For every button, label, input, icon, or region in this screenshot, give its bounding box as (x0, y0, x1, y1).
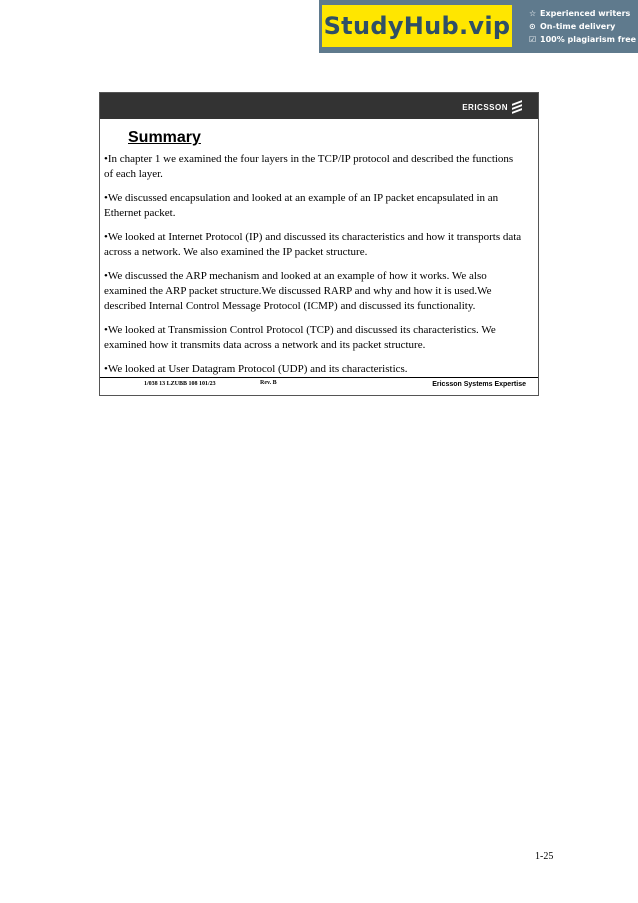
slide (99, 92, 539, 396)
summary-paragraph: •In chapter 1 we examined the four layers in the TCP/IP protocol and described the functions of each layer. (104, 153, 514, 180)
feature-plagiarism-free (529, 33, 638, 46)
slide-title: Summary (128, 129, 201, 146)
feature-label: 100% plagiarism free (540, 35, 637, 44)
summary-paragraph: •We looked at Transmission Control Protocol (TCP) and discussed its characteristics. We examined how it transmits data across a network and its packet structure. (104, 324, 496, 351)
clock-icon: ⊙ (529, 22, 536, 31)
ericsson-icon (512, 101, 522, 113)
ericsson-logo (462, 101, 522, 113)
studyhub-logo-text: StudyHub.vip (323, 12, 511, 40)
ericsson-brand-text: ERICSSON (462, 102, 508, 112)
footer-revision: Rev. B (260, 380, 277, 386)
banner-features (529, 7, 638, 46)
check-icon: ☑ (529, 35, 537, 44)
page-number: 1-25 (535, 851, 554, 862)
slide-footer (100, 377, 538, 396)
studyhub-logo[interactable] (322, 5, 512, 47)
summary-paragraph: •We discussed the ARP mechanism and looked at an example of how it works. We also examined the ARP packet structure.We discussed RARP and why and how it is used.We described Internal Control Message Protocol (ICMP) and discussed its functionality. (104, 270, 492, 312)
feature-label: On-time delivery (540, 22, 616, 31)
summary-paragraph: •We looked at Internet Protocol (IP) and discussed its characteristics and how it transports data across a network. We also examined the IP packet structure. (104, 231, 522, 258)
feature-experienced-writers (529, 7, 638, 20)
summary-paragraph: •We looked at User Datagram Protocol (UDP) and its characteristics. (104, 363, 408, 375)
slide-body (104, 152, 524, 386)
footer-doc-number: 1/038 13 LZUBB 108 101/23 (144, 381, 216, 387)
slide-header (100, 93, 538, 119)
feature-on-time-delivery (529, 20, 638, 33)
feature-label: Experienced writers (540, 9, 631, 18)
summary-paragraph: •We discussed encapsulation and looked at an example of an IP packet encapsulated in an Ethernet packet. (104, 192, 499, 219)
star-icon: ☆ (529, 9, 537, 18)
studyhub-banner[interactable] (319, 0, 638, 53)
footer-company: Ericsson Systems Expertise (432, 381, 526, 388)
